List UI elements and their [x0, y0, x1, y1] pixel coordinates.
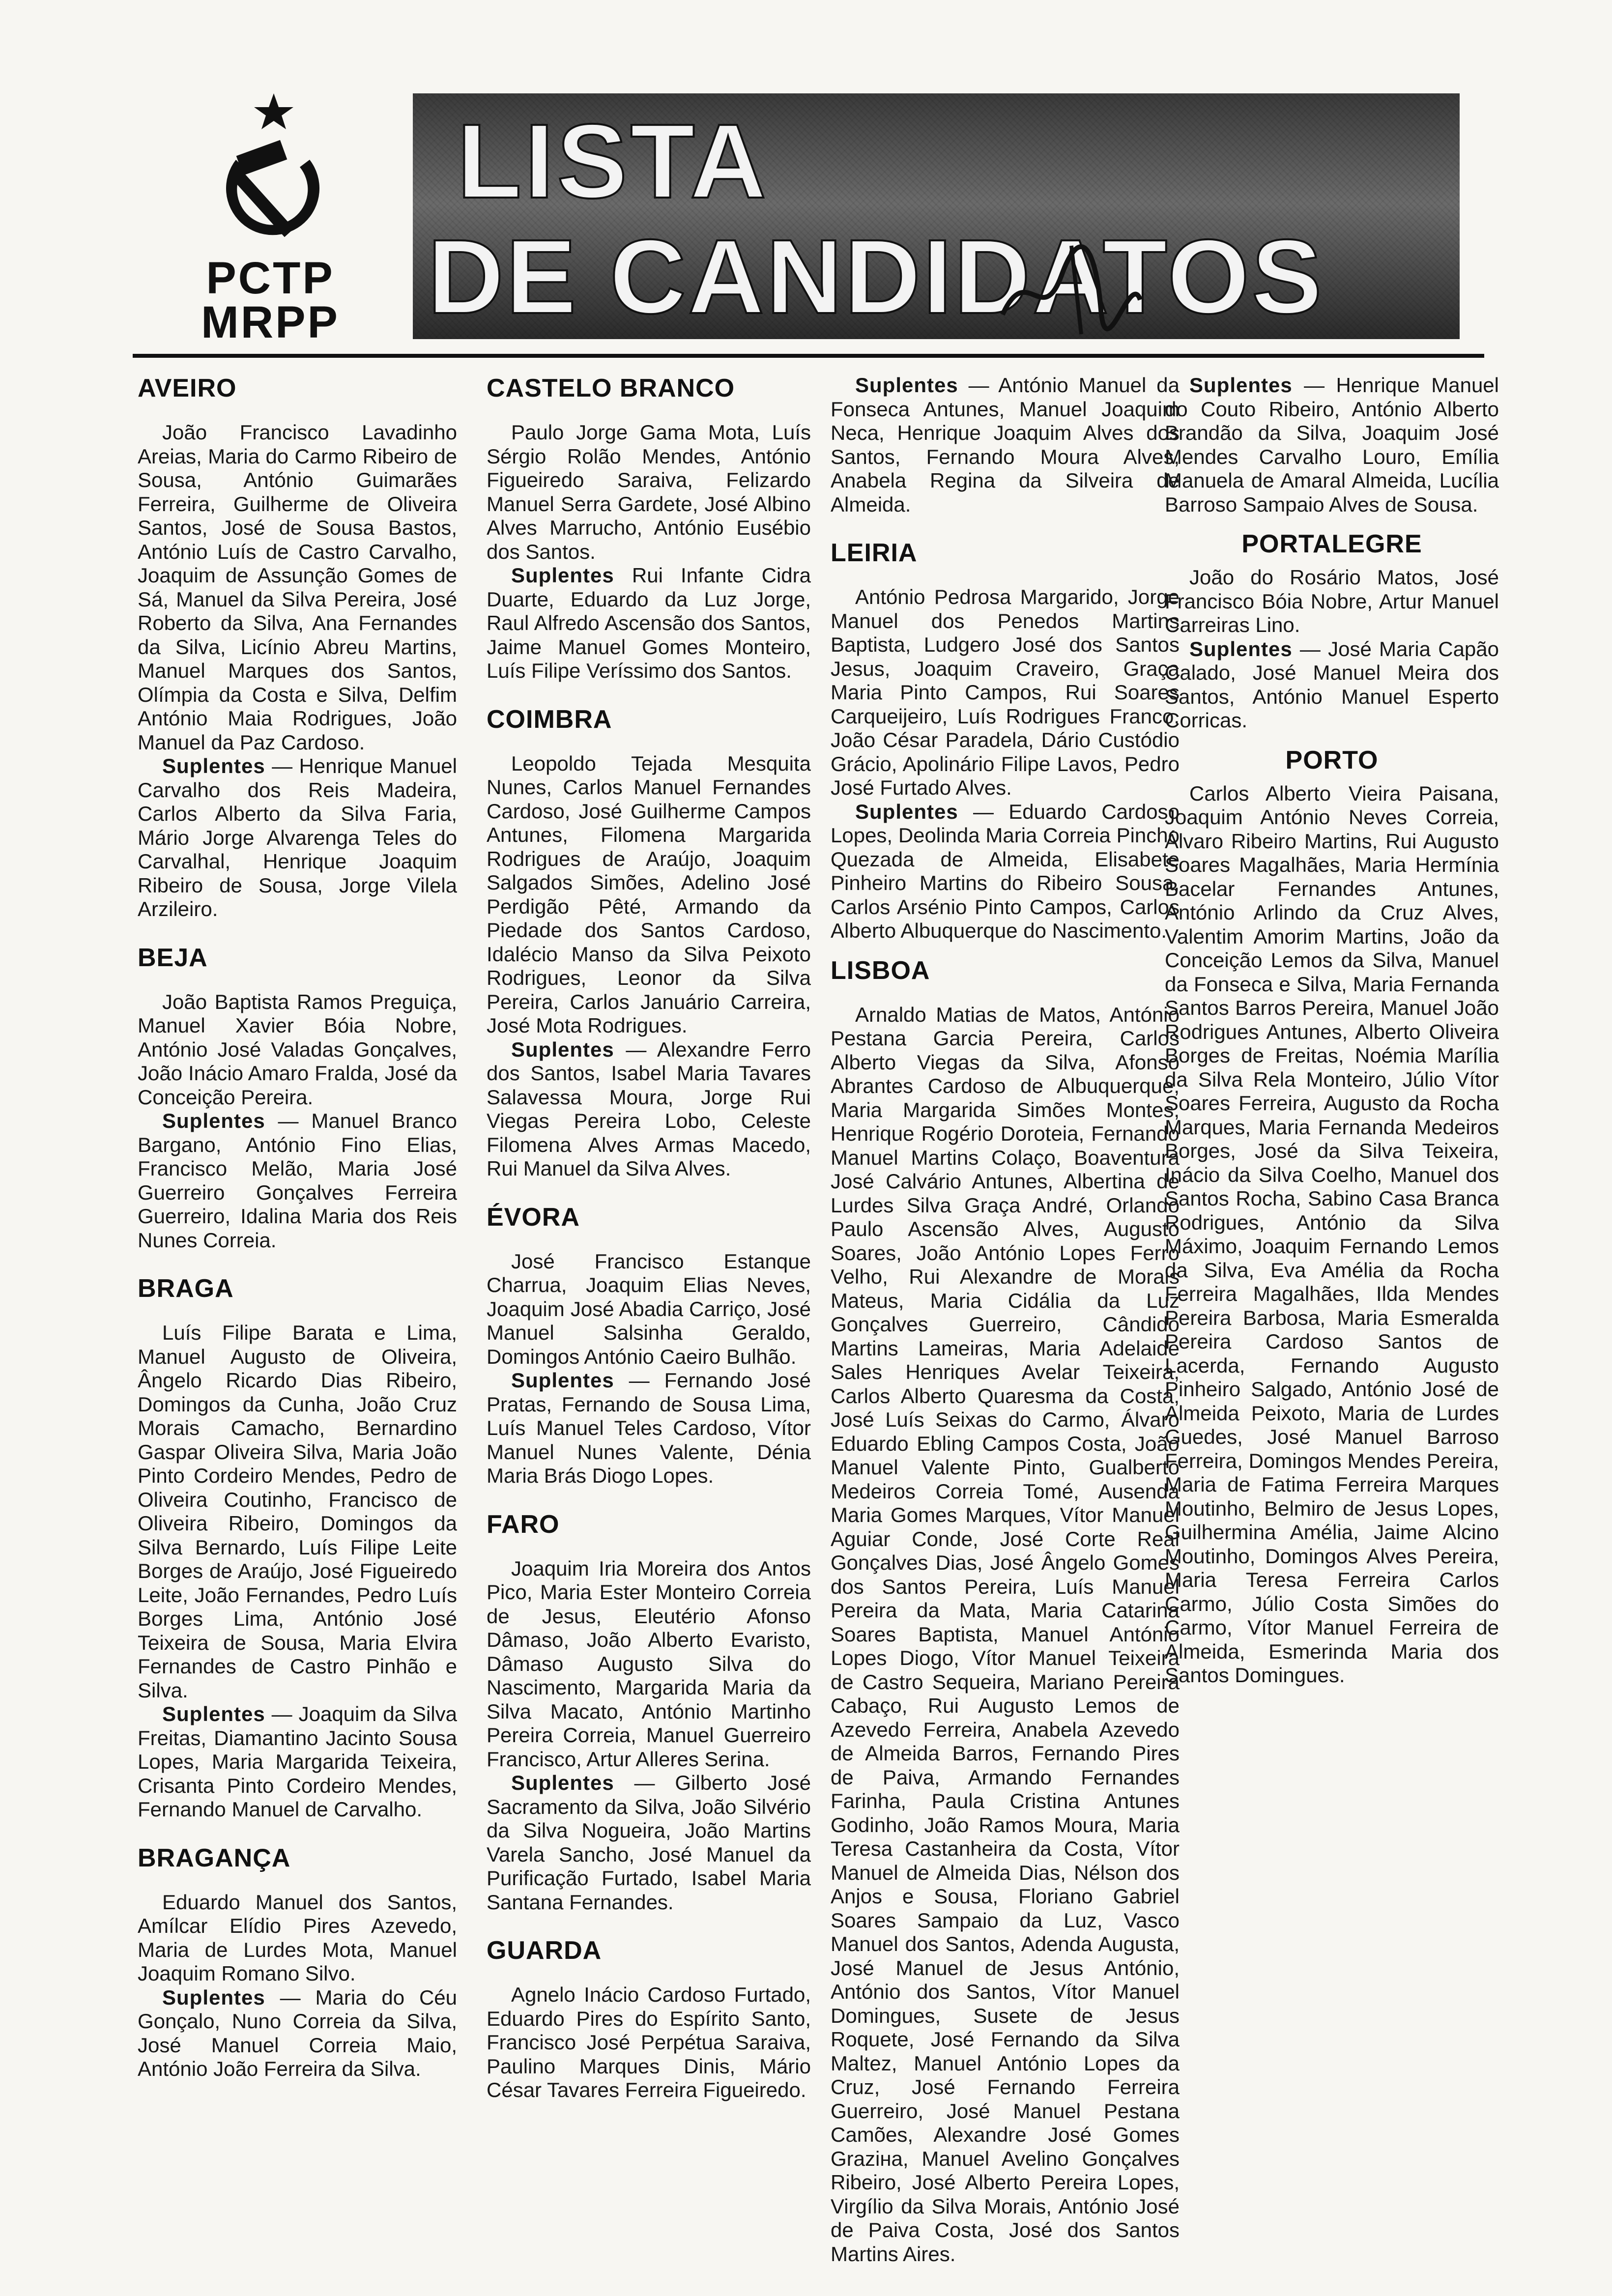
- district-faro: [487, 1510, 811, 1915]
- suplentes-paragraph: Suplentes — Eduardo Cardoso Lopes, Deolinda Maria Correia Pincho Quezada de Almeida, Elisabete Pinheiro Martins do Ribeiro Sousa, Carlos Arsénio Pinto Campos, Carlos Alberto Albuquerque do Nascimento.: [831, 800, 1180, 942]
- candidate-list: Agnelo Inácio Cardoso Furtado, Eduardo Pires do Espírito Santo, Francisco José Perpétua Saraiva, Paulino Marques Dinis, Mário César Tavares Ferreira Figueiredo.: [487, 1983, 811, 2101]
- column-1: [138, 373, 457, 2081]
- suplentes-paragraph: Suplentes — Henrique Manuel do Couto Ribeiro, António Alberto Brandão da Silva, Joaquim José Mendes Carvalho Louro, Emília Manuela de Amaral Almeida, Lucília Barroso Sampaio Alves de Sousa.: [1165, 373, 1499, 516]
- candidate-list: Carlos Alberto Vieira Paisana, Joaquim António Neves Correia, Álvaro Ribeiro Martins, Rui Augusto Soares Magalhães, Maria Hermínia Bacelar Fernandes Antunes, António Arlindo da Cruz Alves, Valentim Amorim Martins, João da Conceição Lemos da Silva, Manuel da Fonseca e Silva, Maria Fernanda Santos Barros Pereira, Manuel João Rodrigues Antunes, Alberto Oliveira Borges de Freitas, Noémia Marília da Silva Rela Monteiro, Júlio Vítor Soares Ferreira, Augusto da Rocha Marques, Maria Fernanda Medeiros Borges, José da Silva Teixeira, Inácio da Silva Coelho, Manuel dos Santos Rocha, Sabino Casa Branca Rodrigues, António da Silva Máximo, Joaquim Fernando Lemos da Silva, Eva Amélia da Rocha Ferreira Magalhães, Ilda Mendes Pereira Barbosa, Maria Esmeralda Pereira Cardoso Santos de Lacerda, Fernando Augusto Pinheiro Salgado, António José de Almeida Peixoto, Maria de Lurdes Guedes, José Manuel Barroso Ferreira, Domingos Mendes Pereira, Maria de Fatima Ferreira Marques Moutinho, Belmiro de Jesus Lopes, Guilhermina Amélia, Jaime Alcino Moutinho, Domingos Alves Pereira, Maria Teresa Ferreira Carlos Carmo, Júlio Costa Simões do Carmo, Vítor Manuel Ferreira de Almeida, Esmerinda Maria dos Santos Domingues.: [1165, 781, 1499, 1687]
- suplentes-paragraph: Suplentes — António Manuel da Fonseca Antunes, Manuel Joaquim Neca, Henrique Joaquim Alves dos Santos, Fernando Moura Alves, Anabela Regina da Silveira de Almeida.: [831, 373, 1180, 516]
- district-name: BRAGA: [138, 1274, 234, 1303]
- district-name: AVEIRO: [138, 374, 237, 402]
- suplentes-label: Suplentes: [511, 1771, 614, 1794]
- district-coimbra: [487, 705, 811, 1181]
- district-name: BEJA: [138, 943, 208, 972]
- suplentes-paragraph: Suplentes — Gilberto José Sacramento da Silva, João Silvério da Silva Nogueira, João Martins Varela Sancho, José Manuel da Purificação Furtado, Isabel Maria Santana Fernandes.: [487, 1771, 811, 1914]
- candidate-list: Arnaldo Matias de Matos, António Pestana Garcia Pereira, Carlos Alberto Viegas da Silva, Afonso Abrantes Cardoso de Albuquerque, Maria Margarida Simões Montes, Henrique Rogério Doroteia, Fernando Manuel Martins Colaço, Boaventura José Calvário Antunes, Albertina de Lurdes Silva Graça André, Orlando Paulo Ascensão Alves, Augusto Soares, João António Lopes Ferro Velho, Rui Alexandre de Morais Mateus, Maria Cidália da Luz Gonçalves Guerreiro, Cândido Martins Lameiras, Maria Adelaide Sales Henriques Avelar Teixeira, Carlos Alberto Quaresma da Costa, José Luís Seixas do Carmo, Álvaro Eduardo Ebling Campos Costa, João Manuel Valente Pinto, Gualberto Medeiros Correia Tomé, Ausenda Maria Gomes Marques, Vítor Manuel Aguiar Conde, José Corte Real Gonçalves Dias, José Ângelo Gomes dos Santos Pereira, Luís Manuel Pereira da Mata, Maria Catarina Soares Baptista, Manuel António Lopes Diogo, Vítor Manuel Teixeira de Castro Sequeira, Mariano Pereira Cabaço, Rui Augusto Lemos de Azevedo Ferreira, Anabela Azevedo de Almeida Barros, Fernando Pires de Paiva, Armando Fernandes Farinha, Paula Cristina Antunes Godinho, João Ramos Moura, Maria Teresa Castanheira da Costa, Vítor Manuel de Almeida Dias, Nélson dos Anjos e Sousa, Floriano Gabriel Soares Sampaio da Luz, Vasco Manuel dos Santos, Adenda Augusta, José Manuel de Jesus António, António dos Santos, Vítor Manuel Domingues, Susete de Jesus Roquete, José Fernando da Silva Maltez, Manuel António Lopes da Cruz, José Fernando Ferreira Guerreiro, José Manuel Pestana Camões, Alexandre José Gomes Graziна, Manuel Avelino Gonçalves Ribeiro, José Alberto Pereira Lopes, Virgílio da Silva Morais, António José de Paiva Costa, José dos Santos Martins Aires.: [831, 1003, 1180, 2266]
- district-name: CASTELO BRANCO: [487, 374, 735, 402]
- suplentes-list: António Manuel da Fonseca Antunes, Manuel Joaquim Neca, Henrique Joaquim Alves dos Santos, Fernando Moura Alves, Anabela Regina da Silveira de Almeida.: [831, 373, 1180, 516]
- title-line1: LISTA: [457, 102, 770, 220]
- candidate-list: Paulo Jorge Gama Mota, Luís Sérgio Rolão Mendes, António Figueiredo Saraiva, Felizardo Manuel Serra Gardete, José Albino Alves Marrucho, António Eusébio dos Santos.: [487, 421, 811, 563]
- suplentes-paragraph: Suplentes — Joaquim da Silva Freitas, Diamantino Jacinto Sousa Lopes, Maria Margarida Teixeira, Crisanta Pinto Cordeiro Mendes, Fernando Manuel de Carvalho.: [138, 1702, 457, 1821]
- suplentes-label: Suplentes: [855, 800, 958, 823]
- candidate-list: João do Rosário Matos, José Francisco Bóia Nobre, Artur Manuel Carreiras Lino.: [1165, 566, 1499, 636]
- hammer-sickle-icon: [209, 93, 332, 256]
- district-castelo-branco: [487, 373, 811, 683]
- suplentes-list: Henrique Manuel Carvalho dos Reis Madeira, Carlos Alberto da Silva Faria, Mário Jorge Alvarenga Teles do Carvalhal, Henrique Joaquim Ribeiro de Sousa, Jorge Vilela Arzileiro.: [138, 754, 457, 920]
- title-line2: DE CANDIDATOS: [428, 217, 1324, 336]
- district-name: LISBOA: [831, 956, 930, 985]
- header-rule: [133, 354, 1484, 358]
- party-name-line1: PCTP: [206, 253, 335, 303]
- suplentes-label: Suplentes: [162, 754, 265, 777]
- suplentes-paragraph: Suplentes — José Maria Capão Calado, José Manuel Meira dos Santos, António Manuel Esperto Corricas.: [1165, 637, 1499, 732]
- district-name: GUARDA: [487, 1936, 602, 1965]
- district-lisboa-continued: [1165, 373, 1499, 517]
- column-3: [831, 373, 1180, 2266]
- suplentes-paragraph: Suplentes — Maria do Céu Gonçalo, Nuno Correia da Silva, José Manuel Correia Maio, António João Ferreira da Silva.: [138, 1985, 457, 2080]
- district-portalegre: [1165, 529, 1499, 733]
- suplentes-paragraph: Suplentes — Henrique Manuel Carvalho dos Reis Madeira, Carlos Alberto da Silva Faria, Mário Jorge Alvarenga Teles do Carvalhal, Henrique Joaquim Ribeiro de Sousa, Jorge Vilela Arzileiro.: [138, 754, 457, 920]
- suplentes-list: Eduardo Cardoso Lopes, Deolinda Maria Correia Pincho Quezada de Almeida, Elisabete Pinheiro Martins do Ribeiro Sousa, Carlos Arsénio Pinto Campos, Carlos Alberto Albuquerque do Nascimento.: [831, 800, 1180, 942]
- suplentes-list: Alexandre Ferro dos Santos, Isabel Maria Tavares Salavessa Moura, Jorge Rui Viegas Pereira Lobo, Celeste Filomena Alves Armas Macedo, Rui Manuel da Silva Alves.: [487, 1037, 811, 1180]
- suplentes-label: Suplentes: [511, 1037, 614, 1061]
- district-guarda-continued: [831, 373, 1180, 517]
- handwritten-mark-icon: [998, 241, 1145, 339]
- party-logo: [189, 93, 351, 347]
- district-leiria: [831, 538, 1180, 943]
- candidate-list: João Baptista Ramos Preguiça, Manuel Xavier Bóia Nobre, António José Valadas Gonçalves, João Inácio Amaro Fralda, José da Conceição Pereira.: [138, 990, 457, 1109]
- suplentes-label: Suplentes: [1189, 637, 1293, 660]
- candidate-list: Luís Filipe Barata e Lima, Manuel Augusto de Oliveira, Ângelo Ricardo Dias Ribeiro, Domingos da Cunha, João Cruz Morais Camacho, Bernardino Gaspar Oliveira Silva, Maria João Pinto Cordeiro Mendes, Pedro de Oliveira Coutinho, Francisco de Oliveira Ribeiro, Domingos da Silva Bernardo, Luís Filipe Leite Borges de Araújo, José Figueiredo Leite, João Fernandes, Pedro Luís Borges Lima, António José Teixeira de Sousa, Maria Elvira Fernandes de Castro Pinhão e Silva.: [138, 1321, 457, 1702]
- suplentes-list: Manuel Branco Bargano, António Fino Elias, Francisco Melão, Maria José Guerreiro Gonçalves Ferreira Guerreiro, Idalina Maria dos Reis Nunes Correia.: [138, 1109, 458, 1252]
- district-evora: [487, 1203, 811, 1488]
- suplentes-list: Rui Infante Cidra Duarte, Eduardo da Luz Jorge, Raul Alfredo Ascensão dos Santos, Jaime Manuel Gomes Monteiro, Luís Filipe Veríssimo dos Santos.: [487, 564, 811, 682]
- district-name: LEIRIA: [831, 539, 918, 567]
- suplentes-label: Suplentes: [162, 1985, 265, 2009]
- column-4: [1165, 373, 1499, 1688]
- suplentes-list: Gilberto José Sacramento da Silva, João Silvério da Silva Nogueira, João Martins Varela Sancho, José Manuel da Purificação Furtado, Isabel Maria Santana Fernandes.: [487, 1771, 811, 1914]
- district-guarda: [487, 1936, 811, 2102]
- district-name: PORTO: [1285, 746, 1379, 775]
- district-name: FARO: [487, 1510, 560, 1539]
- candidate-list: Eduardo Manuel dos Santos, Amílcar Elídio Pires Azevedo, Maria de Lurdes Mota, Manuel Joaquim Romano Silvo.: [138, 1890, 457, 1985]
- suplentes-label: Suplentes: [511, 1369, 614, 1392]
- district-porto: [1165, 746, 1499, 1688]
- district-braganca: [138, 1843, 457, 2081]
- suplentes-paragraph: Suplentes — Manuel Branco Bargano, António Fino Elias, Francisco Melão, Maria José Guerreiro Gonçalves Ferreira Guerreiro, Idalina Maria dos Reis Nunes Correia.: [138, 1109, 458, 1252]
- suplentes-label: Suplentes: [1189, 373, 1293, 397]
- candidate-list: Joaquim Iria Moreira dos Antos Pico, Maria Ester Monteiro Correia de Jesus, Eleutério Afonso Dâmaso, João Alberto Evaristo, Dâmaso Augusto Silva do Nascimento, Margarida Maria da Silva Macato, António Martinho Pereira Correia, Manuel Guerreiro Francisco, Artur Alleres Serina.: [487, 1556, 811, 1771]
- suplentes-list: José Maria Capão Calado, José Manuel Meira dos Santos, António Manuel Esperto Corricas.: [1165, 637, 1499, 732]
- suplentes-paragraph: [487, 564, 811, 683]
- candidate-list: João Francisco Lavadinho Areias, Maria do Carmo Ribeiro de Sousa, António Guimarães Ferreira, Guilherme de Oliveira Santos, José de Sousa Bastos, António Luís de Castro Carvalho, Joaquim de Assunção Gomes de Sá, Manuel da Silva Pereira, José Roberto da Silva, Ana Fernandes da Silva, Licínio Abreu Martins, Manuel Marques dos Santos, Olímpia da Costa e Silva, Delfim António Maia Rodrigues, João Manuel da Paz Cardoso.: [138, 421, 457, 754]
- candidate-list: José Francisco Estanque Charrua, Joaquim Elias Neves, Joaquim José Abadia Carriço, José Manuel Salsinha Geraldo, Domingos António Caeiro Bulhão.: [487, 1249, 811, 1368]
- party-name-line2: MRPP: [201, 297, 340, 347]
- district-beja: [138, 943, 457, 1253]
- district-braga: [138, 1274, 457, 1822]
- suplentes-label: Suplentes: [855, 373, 958, 397]
- suplentes-label: Suplentes: [162, 1702, 265, 1725]
- suplentes-paragraph: Suplentes — Alexandre Ferro dos Santos, Isabel Maria Tavares Salavessa Moura, Jorge Rui Viegas Pereira Lobo, Celeste Filomena Alves Armas Macedo, Rui Manuel da Silva Alves.: [487, 1037, 811, 1180]
- district-lisboa: [831, 956, 1180, 2267]
- district-name: PORTALEGRE: [1241, 530, 1422, 558]
- suplentes-label: Suplentes: [162, 1109, 265, 1132]
- suplentes-list: Henrique Manuel do Couto Ribeiro, António Alberto Brandão da Silva, Joaquim José Mendes Carvalho Louro, Emília Manuela de Amaral Almeida, Lucília Barroso Sampaio Alves de Sousa.: [1165, 373, 1499, 516]
- suplentes-list: Maria do Céu Gonçalo, Nuno Correia da Silva, José Manuel Correia Maio, António João Ferreira da Silva.: [138, 1985, 457, 2080]
- suplentes-paragraph: Suplentes — Fernando José Pratas, Fernando de Sousa Lima, Luís Manuel Teles Cardoso, Vítor Manuel Nunes Valente, Dénia Maria Brás Diogo Lopes.: [487, 1369, 811, 1487]
- district-name: ÉVORA: [487, 1203, 580, 1232]
- suplentes-list: Fernando José Pratas, Fernando de Sousa Lima, Luís Manuel Teles Cardoso, Vítor Manuel Nunes Valente, Dénia Maria Brás Diogo Lopes.: [487, 1369, 811, 1487]
- candidate-list: Leopoldo Tejada Mesquita Nunes, Carlos Manuel Fernandes Cardoso, José Guilherme Campos Antunes, Filomena Margarida Rodrigues de Araújo, Joaquim Salgados Simões, Adelino José Perdigão Pêté, Armando da Piedade dos Santos Cardoso, Idalécio Manso da Silva Peixoto Rodrigues, Leonor da Silva Pereira, Carlos Januário Carreira, José Mota Rodrigues.: [487, 751, 811, 1037]
- title-banner: [413, 93, 1460, 339]
- district-aveiro: [138, 373, 457, 921]
- suplentes-label: Suplentes: [511, 564, 614, 587]
- column-2: [487, 373, 811, 2102]
- suplentes-list: Joaquim da Silva Freitas, Diamantino Jacinto Sousa Lopes, Maria Margarida Teixeira, Crisanta Pinto Cordeiro Mendes, Fernando Manuel de Carvalho.: [138, 1702, 457, 1821]
- candidate-list: António Pedrosa Margarido, Jorge Manuel dos Penedos Martins Baptista, Ludgero José dos Santos Jesus, Joaquim Craveiro, Graça Maria Pinto Campos, Rui Soares Carqueijeiro, Luís Rodrigues Franco, João César Paradela, Dário Custódio Grácio, Apolinário Filipe Lavos, Pedro José Furtado Alves.: [831, 585, 1180, 799]
- district-name: COIMBRA: [487, 705, 612, 734]
- district-name: BRAGANÇA: [138, 1843, 291, 1872]
